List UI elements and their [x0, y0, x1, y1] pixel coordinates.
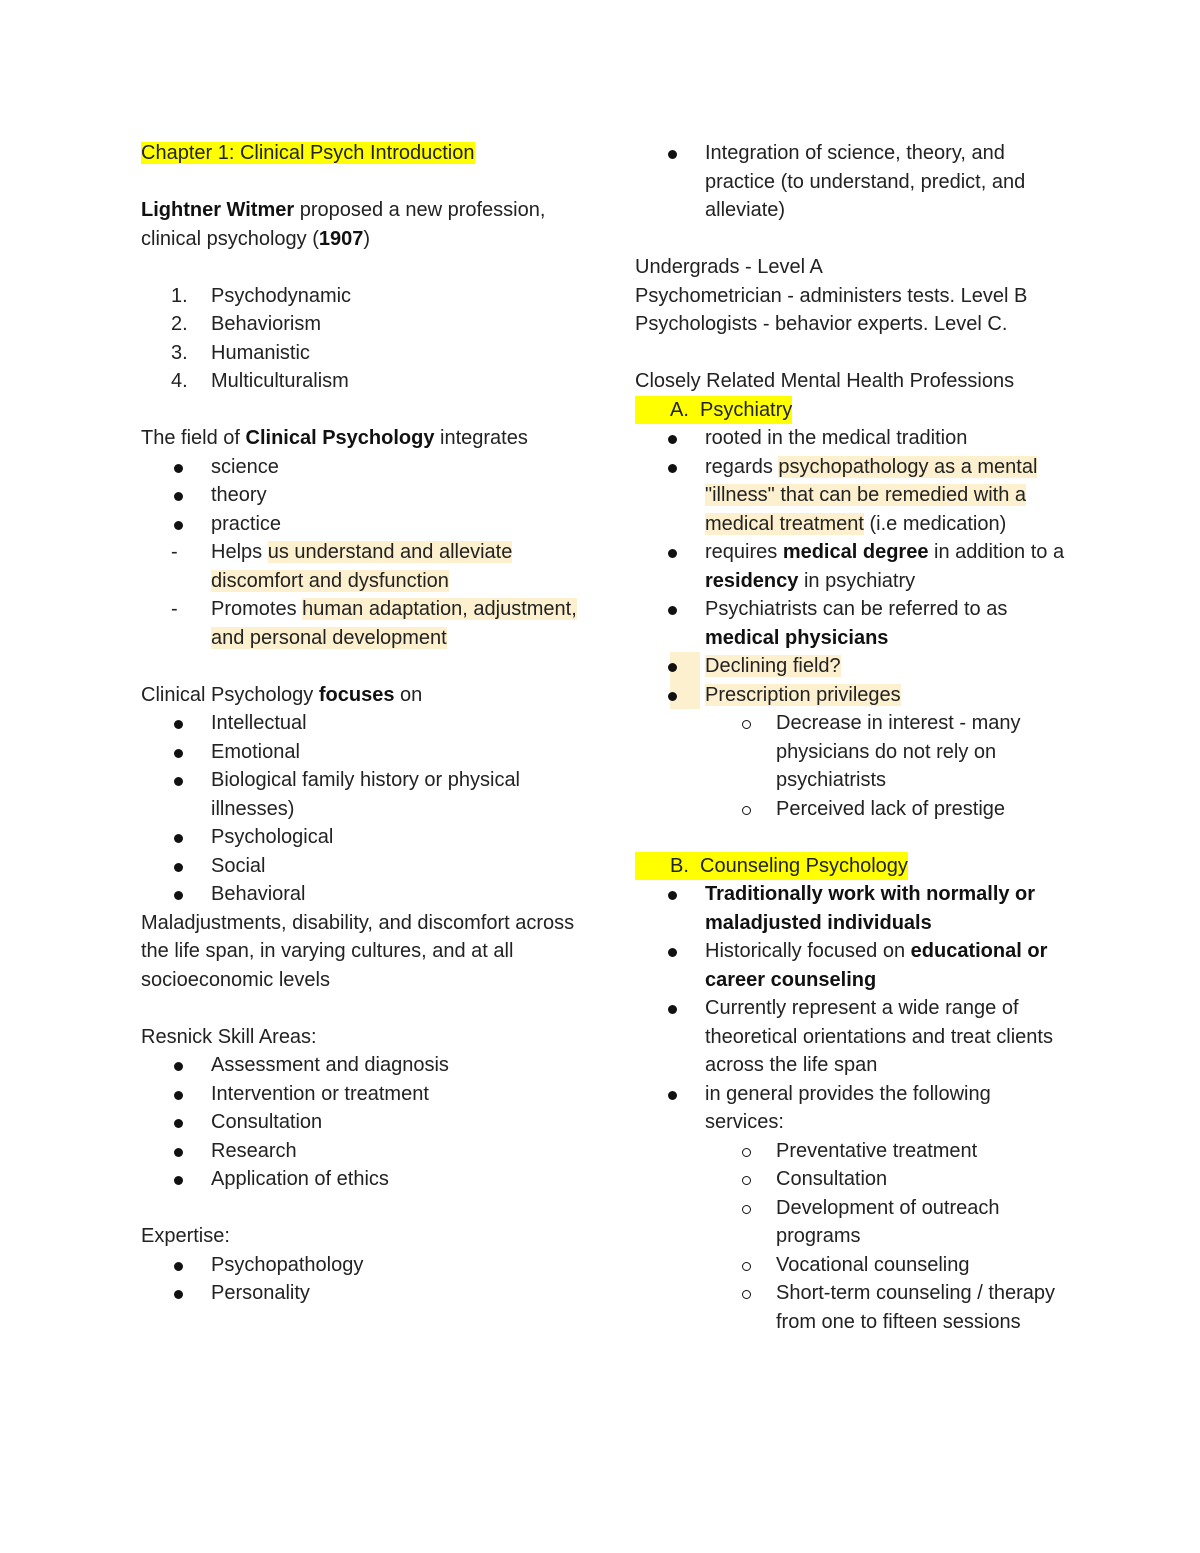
circle-bullet-icon [742, 1148, 751, 1157]
circle-bullet-icon [742, 806, 751, 815]
bullet-icon [174, 1262, 183, 1271]
circle-bullet-icon [742, 1176, 751, 1185]
list-item: Integration of science, theory, and practice (to understand, predict, and alleviate) [635, 139, 1075, 225]
expertise-heading: Expertise: [141, 1225, 230, 1247]
bullet-icon [174, 863, 183, 872]
integration-list [635, 139, 1075, 225]
resnick-heading: Resnick Skill Areas: [141, 1025, 317, 1048]
list-item: Preventative treatment [635, 1137, 1075, 1166]
bullet-icon [668, 1005, 677, 1014]
focus-list [141, 709, 581, 909]
bullet-icon [174, 1148, 183, 1157]
list-item: theory [141, 481, 581, 510]
list-item: Vocational counseling [635, 1251, 1075, 1280]
bullet-icon [174, 521, 183, 530]
bullet-icon [668, 1091, 677, 1100]
list-item: Intervention or treatment [141, 1080, 581, 1109]
list-item: Prescription privileges [635, 681, 1075, 710]
list-item: Application of ethics [141, 1165, 581, 1194]
list-item: Traditionally work with normally or maladjusted individuals [635, 880, 1075, 937]
bullet-icon [668, 606, 677, 615]
list-item: regards psychopathology as a mental "illness" that can be remedied with a medical treatment (i.e medication) [635, 453, 1075, 539]
dash-icon: - [171, 598, 178, 620]
list-item: Consultation [635, 1165, 1075, 1194]
approaches-list [141, 282, 581, 396]
list-item: Intellectual [141, 709, 581, 738]
list-item: Psychopathology [141, 1251, 581, 1280]
bullet-icon [174, 834, 183, 843]
list-item: Currently represent a wide range of theoretical orientations and treat clients across the life span [635, 994, 1075, 1080]
bullet-icon [668, 150, 677, 159]
bullet-icon [668, 948, 677, 957]
resnick-list [141, 1051, 581, 1194]
list-item: practice [141, 510, 581, 539]
bullet-icon [668, 891, 677, 900]
bullet-icon [174, 464, 183, 473]
bullet-icon [174, 749, 183, 758]
list-item: Personality [141, 1279, 581, 1308]
list-item: Decrease in interest - many physicians do not rely on psychiatrists [635, 709, 1075, 795]
level-c: Psychologists - behavior experts. Level C. [635, 313, 1008, 335]
bullet-icon [668, 663, 677, 672]
bullet-icon [174, 1290, 183, 1299]
psychiatry-list [635, 396, 1075, 824]
counseling-list [635, 852, 1075, 1337]
circle-bullet-icon [742, 1262, 751, 1271]
right-column [635, 139, 1075, 1336]
chapter-title: Chapter 1: Clinical Psych Introduction [141, 142, 475, 164]
list-item: Historically focused on educational or career counseling [635, 937, 1075, 994]
bullet-icon [668, 692, 677, 701]
list-item: Biological family history or physical illnesses) [141, 766, 581, 823]
list-item: Development of outreach programs [635, 1194, 1075, 1251]
bullet-icon [174, 1119, 183, 1128]
level-b: Psychometrician - administers tests. Level B [635, 284, 1028, 307]
bullet-icon [174, 1176, 183, 1185]
list-item: Social [141, 852, 581, 881]
list-item: rooted in the medical tradition [635, 424, 1075, 453]
circle-bullet-icon [742, 720, 751, 729]
list-item: Assessment and diagnosis [141, 1051, 581, 1080]
witmer-paragraph: Lightner Witmer proposed a new profession, clinical psychology (1907) [141, 199, 546, 250]
dash-icon: - [171, 541, 178, 563]
maladjust-paragraph: Maladjustments, disability, and discomfort across the life span, in varying cultures, and at all socioeconomic levels [141, 911, 575, 991]
list-item: 4. Multiculturalism [171, 370, 349, 392]
level-a: Undergrads - Level A [635, 256, 823, 278]
list-item: requires medical degree in addition to a residency in psychiatry [635, 538, 1075, 595]
list-item: science [141, 453, 581, 482]
related-heading: Closely Related Mental Health Professions [635, 370, 1015, 392]
psychiatry-heading: A. Psychiatry [635, 396, 1075, 425]
focuses-paragraph: Clinical Psychology focuses on [141, 683, 423, 706]
list-item: Research [141, 1137, 581, 1166]
list-item: Emotional [141, 738, 581, 767]
field-list [141, 453, 581, 653]
bullet-icon [174, 1091, 183, 1100]
list-item: 2. Behaviorism [171, 313, 322, 335]
list-item: Declining field? [635, 652, 1075, 681]
field-paragraph: The field of Clinical Psychology integrates [141, 427, 528, 449]
list-item: Perceived lack of prestige [635, 795, 1075, 824]
bullet-icon [174, 891, 183, 900]
list-item: - Helps us understand and alleviate discomfort and dysfunction [141, 538, 581, 595]
bullet-icon [668, 549, 677, 558]
bullet-icon [174, 777, 183, 786]
circle-bullet-icon [742, 1205, 751, 1214]
list-item: Psychiatrists can be referred to as medical physicians [635, 595, 1075, 652]
list-item: Consultation [141, 1108, 581, 1137]
bullet-icon [668, 464, 677, 473]
list-item: 1. Psychodynamic [171, 284, 352, 307]
counseling-heading: B. Counseling Psychology [635, 852, 1075, 881]
left-column [141, 139, 581, 1308]
bullet-icon [174, 720, 183, 729]
list-item: 3. Humanistic [171, 341, 310, 364]
bullet-icon [174, 1062, 183, 1071]
expertise-list [141, 1251, 581, 1308]
list-item: in general provides the following services: [635, 1080, 1075, 1137]
circle-bullet-icon [742, 1290, 751, 1299]
list-item: Behavioral [141, 880, 581, 909]
list-item: Psychological [141, 823, 581, 852]
list-item: Short-term counseling / therapy from one to fifteen sessions [635, 1279, 1075, 1336]
bullet-icon [174, 492, 183, 501]
bullet-icon [668, 435, 677, 444]
list-item: - Promotes human adaptation, adjustment, and personal development [141, 595, 581, 652]
